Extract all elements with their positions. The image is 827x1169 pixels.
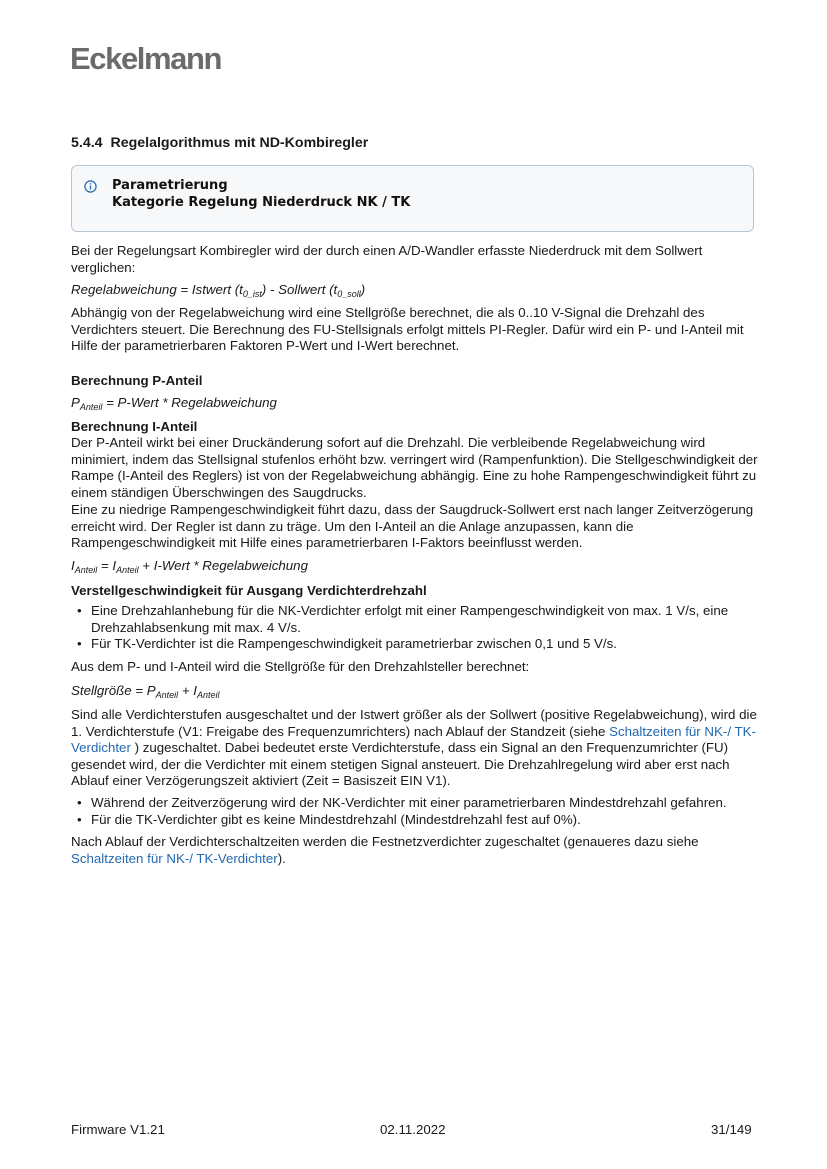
info-box-category: Kategorie Regelung Niederdruck NK / TK (112, 195, 411, 210)
i-anteil-paragraph-1: Der P-Anteil wirkt bei einer Druckänderung sofort auf die Drehzahl. Die verbleibende Regelabweichung wird minimiert, indem das Stellsignal stufenlos erhöht bzw. verringert wird (Rampenfunktion). Die Stellgeschwindigkeit der Rampe (I-Anteil des Reglers) ist von der Regelabweichung abhängig. Eine zu hohe Rampengeschwindigkeit führt zu einem ständigen Überschwingen des Saugdrucks. (71, 435, 758, 500)
section-number: 5.4.4 (71, 135, 103, 151)
pi-description-paragraph: Abhängig von der Regelabweichung wird eine Stellgröße berechnet, die als 0..10 V-Signal die Drehzahl des Verdichters steuert. Die Berechnung des FU-Stellsignals erfolgt mittels PI-Regler. Dafür wird ein P- und I-Anteil mit Hilfe der parametrierbaren Faktoren P-Wert und I-Wert berechnet. (71, 305, 744, 354)
formula-p-anteil: $P_{Anteil}$ = P-Wert * Regelabweichung (71, 395, 277, 412)
section-heading (71, 135, 368, 152)
stufen-paragraph: Sind alle Verdichterstufen ausgeschaltet und der Istwert größer als der Sollwert (positive Regelabweichung), wird die 1. Verdichterstufe (V1: Freigabe des Frequenzumrichters) nach Ablauf der Standzeit (siehe Schaltzeiten für NK-/ TK-Verdichter ) zugeschaltet. Dabei bedeutet erste Verdichterstufe, dass ein Signal an den Frequenzumrichter (FU) gesendet wird, der die Verdichter mit einem stetigen Signal ansteuert. Die Drehzahlregelung wird aber erst nach Ablauf einer Verzögerungszeit aktiviert (Zeit = Basiszeit EIN V1). (71, 707, 757, 789)
schaltzeiten-link[interactable]: Schaltzeiten für NK-/ TK-Verdichter (71, 723, 756, 756)
intro-paragraph: Bei der Regelungsart Kombiregler wird der durch einen A/D-Wandler erfasste Niederdruck mit dem Sollwert verglichen: (71, 243, 703, 275)
list-item: • Eine Drehzahlanhebung für die NK-Verdichter erfolgt mit einer Rampengeschwindigkeit von max. 1 V/s, eine Drehzahlabsenkung mit max. 4 V/s. (71, 603, 761, 636)
list-item: • Während der Zeitverzögerung wird der NK-Verdichter mit einer parametrierbaren Mindestdrehzahl gefahren. (71, 795, 761, 812)
list-item: • Für die TK-Verdichter gibt es keine Mindestdrehzahl (Mindestdrehzahl fest auf 0%). (71, 812, 761, 829)
footer-page-number: 31/149 (711, 1122, 752, 1137)
final-paragraph: Nach Ablauf der Verdichterschaltzeiten werden die Festnetzverdichter zugeschaltet (genaueres dazu siehe Schaltzeiten für NK-/ TK-Verdichter). (71, 834, 699, 866)
stellgroesse-intro: Aus dem P- und I-Anteil wird die Stellgröße für den Drehzahlsteller berechnet: (71, 659, 530, 674)
info-icon (84, 180, 97, 193)
footer-firmware: Firmware V1.21 (71, 1122, 165, 1137)
parameter-info-box (71, 165, 754, 232)
verstell-heading: Verstellgeschwindigkeit für Ausgang Verdichterdrehzahl (71, 583, 427, 598)
formula-stellgroesse: Stellgröße = $P_{Anteil} + I_{Anteil}$ (71, 683, 220, 700)
footer-date: 02.11.2022 (380, 1122, 446, 1137)
stufen-bullet-list (71, 795, 761, 828)
formula-i-anteil: $I_{Anteil} = I_{Anteil}$ + I-Wert * Regelabweichung (71, 558, 308, 575)
section-title: Regelalgorithmus mit ND-Kombiregler (110, 135, 369, 151)
p-anteil-heading: Berechnung P-Anteil (71, 373, 203, 388)
company-logo: Eckelmann (70, 41, 222, 76)
schaltzeiten-link-2[interactable]: Schaltzeiten für NK-/ TK-Verdichter (71, 850, 278, 866)
formula-regelabweichung: Regelabweichung = Istwert $(t_{0\_ist})$ - Sollwert $(t_{0\_soll})$ (71, 282, 366, 299)
info-box-title: Parametrierung (112, 178, 228, 193)
list-item: • Für TK-Verdichter ist die Rampengeschwindigkeit parametrierbar zwischen 0,1 und 5 V/s. (71, 636, 761, 653)
i-anteil-heading: Berechnung I-Anteil (71, 419, 198, 434)
i-anteil-paragraph-2: Eine zu niedrige Rampengeschwindigkeit führt dazu, dass der Saugdruck-Sollwert erst nach langer Zeitverzögerung erreicht wird. Der Regler ist dann zu träge. Um den I-Anteil an die Anlage anzupassen, kann die Rampengeschwindigkeit mit Hilfe eines parametrierbaren I-Faktors beeinflusst werden. (71, 502, 754, 551)
verstell-bullet-list (71, 603, 761, 653)
